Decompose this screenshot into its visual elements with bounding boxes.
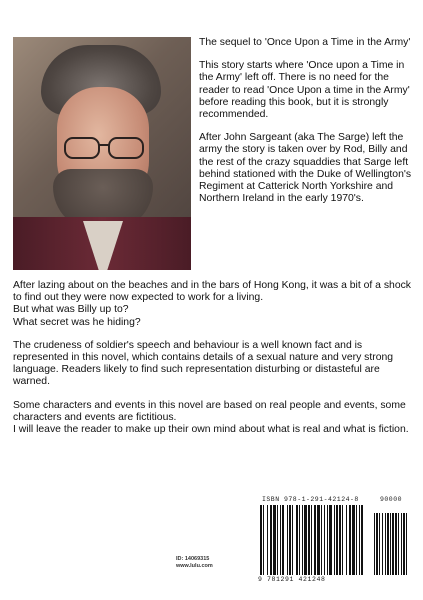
lulu-id: ID: 14069315	[176, 556, 210, 562]
fiction-note-paragraph	[13, 400, 413, 437]
author-photo	[13, 37, 191, 270]
price-code: 90000	[380, 496, 403, 503]
blurb-line-1: After lazing about on the beaches and in the bars of Hong Kong, it was a bit of a shock to find out they were now expected to work for a living.	[13, 280, 411, 304]
lulu-id-block	[176, 556, 213, 570]
blurb-line-3: What secret was he hiding?	[13, 316, 141, 328]
sequel-line: The sequel to 'Once Upon a Time in the Army'	[199, 37, 411, 48]
fiction-line-2: I will leave the reader to make up their own mind about what is real and what is fiction.	[13, 424, 409, 436]
glasses-shape	[63, 135, 145, 161]
main-blurb	[13, 280, 413, 447]
blurb-line-2: But what was Billy up to?	[13, 304, 129, 316]
right-column-text	[199, 37, 413, 216]
barcode-digits: 9 781291 421248	[258, 576, 326, 583]
isbn-text: ISBN 978-1-291-42124-8 90000	[262, 496, 403, 503]
fiction-line-1: Some characters and events in this novel are based on real people and events, some characters and events are fictitious.	[13, 399, 406, 423]
story-takeover-paragraph: After John Sargeant (aka The Sarge) left the army the story is taken over by Rod, Billy and the rest of the crazy squaddies that Sarge left behind stationed with the Duke of Wellington's Regiment at Catterick North Yorkshire and Northern Ireland in the early 1970's.	[199, 132, 412, 205]
story-start-paragraph: This story starts where 'Once upon a Time in the Army' left off. There is no need for the reader to read 'Once Upon a time in the Army' before reading this book, but it is strongly recommended.	[199, 60, 410, 121]
lulu-url: www.lulu.com	[176, 563, 213, 569]
barcode-bars	[258, 505, 410, 575]
content-warning-paragraph: The crudeness of soldier's speech and behaviour is a well known fact and is represented in this novel, which contains details of a sexual nature and very strong language. Readers likely to find such representation disturbing or distasteful are warned.	[13, 339, 394, 388]
blurb-paragraph-1	[13, 280, 413, 329]
isbn-barcode	[258, 496, 410, 588]
